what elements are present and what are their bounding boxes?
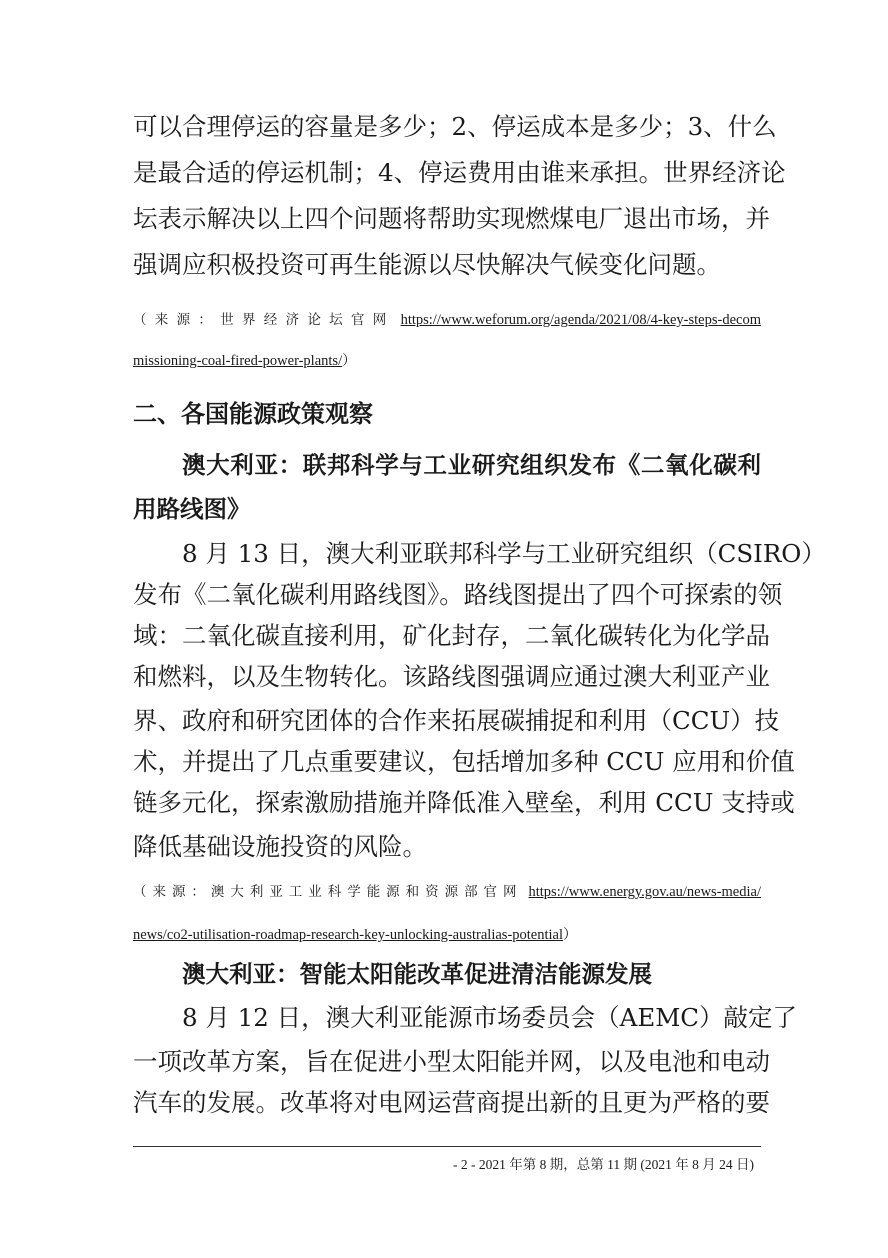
footer-page-info: - 2 - 2021 年第 8 期，总第 11 期 (2021 年 8 月 24 日) (453, 1157, 754, 1172)
source-1-line-2 (133, 350, 761, 372)
article-1-line-6: 术，并提出了几点重要建议，包括增加多种 CCU 应用和价值 (133, 747, 795, 776)
source-1-label: （来源：世界经济论坛官网 (133, 312, 395, 328)
source-2-link-part-2[interactable]: news/co2-utilisation-roadmap-research-key-unlocking-australias-potential (133, 927, 564, 943)
source-1-link-part-2[interactable]: missioning-coal-fired-power-plants/ (133, 353, 343, 369)
intro-line-4: 强调应积极投资可再生能源以尽快解决气候变化问题。 (133, 250, 721, 279)
source-2-line-1 (133, 881, 761, 903)
article-2-line-3: 汽车的发展。改革将对电网运营商提出新的且更为严格的要 (133, 1088, 770, 1117)
article-1-line-4: 和燃料，以及生物转化。该路线图强调应通过澳大利亚产业 (133, 662, 770, 691)
section-heading: 二、各国能源政策观察 (133, 400, 373, 428)
article-1-title-line-2: 用路线图》 (133, 495, 251, 523)
article-2-line-2: 一项改革方案，旨在促进小型太阳能并网，以及电池和电动 (133, 1047, 770, 1076)
source-1-line-1 (133, 309, 761, 331)
article-2-line-1: 8 月 12 日，澳大利亚能源市场委员会（AEMC）敲定了 (182, 1003, 798, 1032)
intro-line-1: 可以合理停运的容量是多少；2、停运成本是多少；3、什么 (133, 112, 777, 141)
source-2-line-2 (133, 924, 761, 946)
article-2-title: 澳大利亚：智能太阳能改革促进清洁能源发展 (182, 960, 652, 988)
intro-line-2: 是最合适的停运机制；4、停运费用由谁来承担。世界经济论 (133, 158, 786, 187)
article-1-title-line-1: 澳大利亚：联邦科学与工业研究组织发布《二氧化碳利 (182, 451, 761, 479)
source-2-label: （来源：澳大利亚工业科学能源和资源部官网 (133, 884, 523, 900)
article-1-line-1: 8 月 13 日，澳大利亚联邦科学与工业研究组织（CSIRO） (182, 539, 826, 568)
intro-line-3: 坛表示解决以上四个问题将帮助实现燃煤电厂退出市场，并 (133, 204, 770, 233)
article-1-line-3: 域：二氧化碳直接利用，矿化封存，二氧化碳转化为化学品 (133, 621, 770, 650)
footer-rule (133, 1146, 761, 1147)
article-1-line-5: 界、政府和研究团体的合作来拓展碳捕捉和利用（CCU）技 (133, 706, 780, 735)
article-1-line-8: 降低基础设施投资的风险。 (133, 832, 427, 861)
source-1-close: ） (342, 353, 357, 369)
source-1-link-part-1[interactable]: https://www.weforum.org/agenda/2021/08/4-key-steps-decom (400, 312, 761, 328)
article-1-line-2: 发布《二氧化碳利用路线图》。路线图提出了四个可探索的领 (133, 580, 783, 609)
source-2-close: ） (563, 927, 578, 943)
article-1-line-7: 链多元化，探索激励措施并降低准入壁垒，利用 CCU 支持或 (133, 788, 795, 817)
source-2-link-part-1[interactable]: https://www.energy.gov.au/news-media/ (528, 884, 761, 900)
